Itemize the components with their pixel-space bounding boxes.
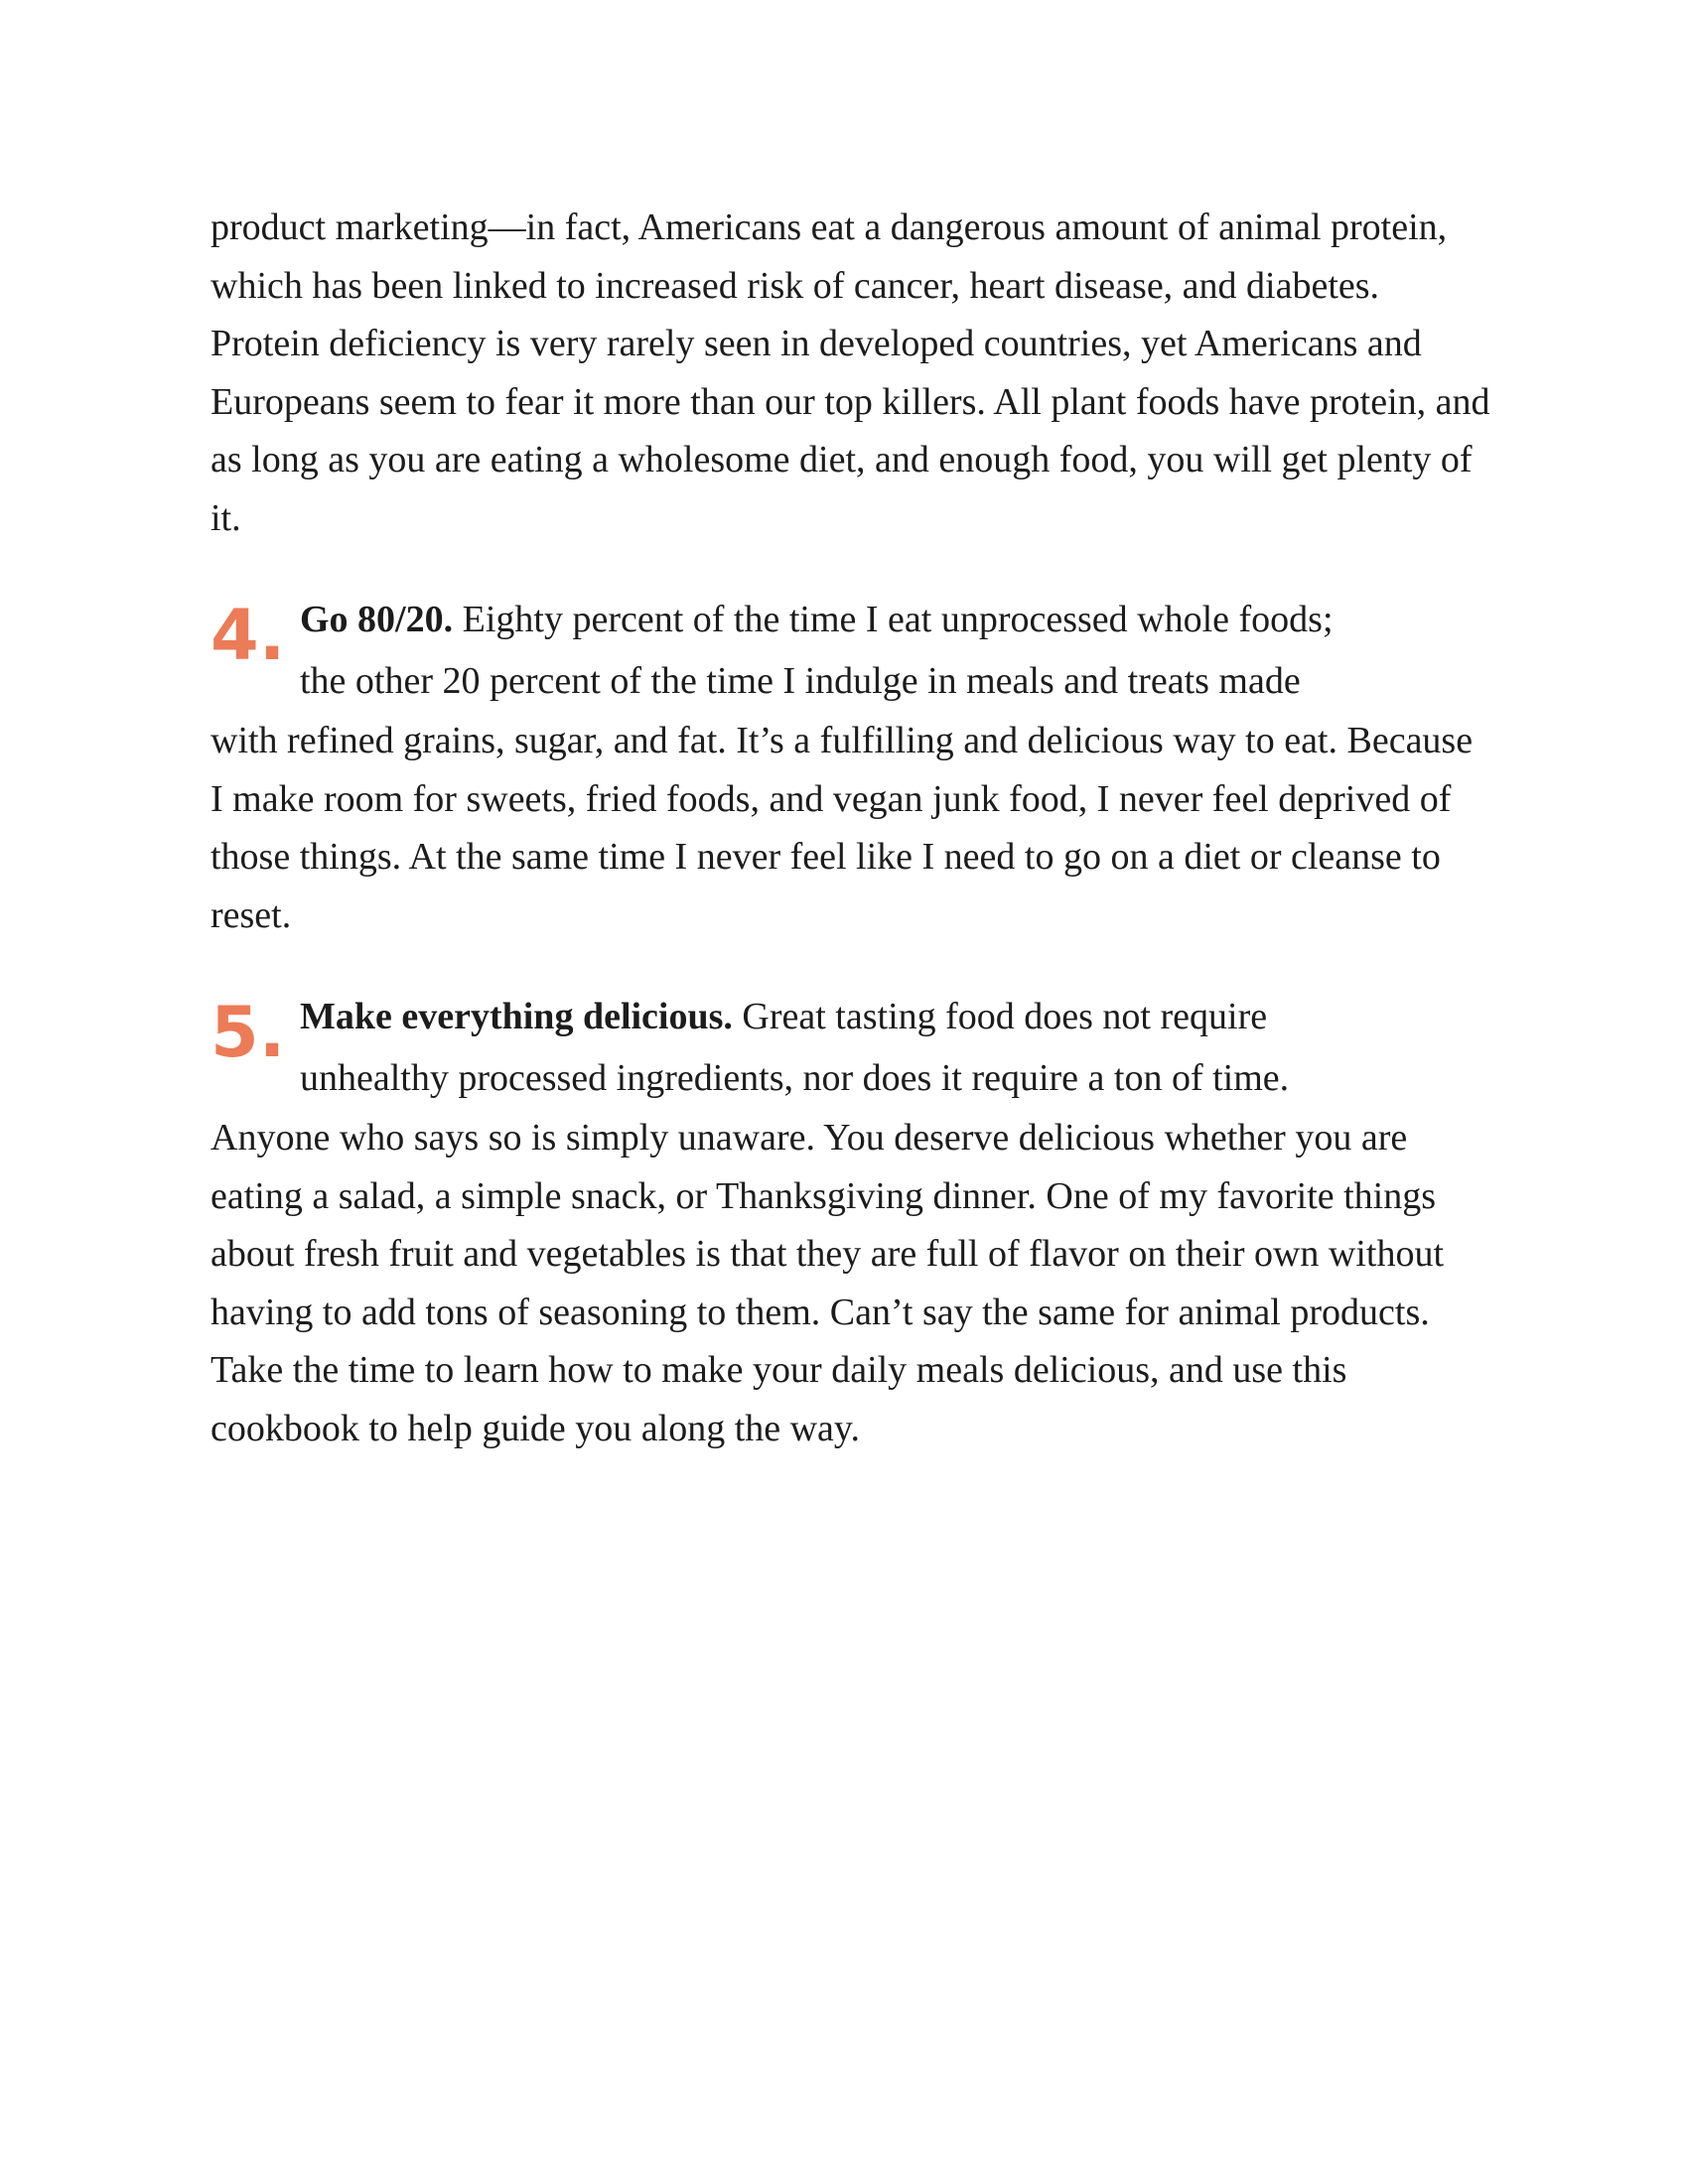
item-line-1: Eighty percent of the time I eat unprocessed whole foods; (453, 599, 1334, 640)
item-number: 5. (211, 992, 286, 1073)
list-item-4 (211, 589, 1491, 944)
intro-paragraph: product marketing—in fact, Americans eat a dangerous amount of animal protein, which has been linked to increased risk of cancer, heart disease, and diabetes. Protein deficiency is very rarely seen in developed countries, yet Americans and Europeans seem to fear it more than our top killers. All plant foods have protein, and as long as you are eating a wholesome diet, and enough food, you will get plenty of it. (211, 206, 1490, 539)
item-first-lines (211, 589, 1491, 712)
item-body: with refined grains, sugar, and fat. It’s a fulfilling and delicious way to eat. Because I make room for sweets, fried foods, and vegan junk food, I never feel deprived of those things. At the same time I never feel like I need to go on a diet or cleanse to reset. (211, 720, 1474, 936)
item-line-2: unhealthy processed ingredients, nor does it require a ton of time. (300, 1057, 1290, 1099)
page-body (211, 199, 1491, 1499)
item-line-1: Great tasting food does not require (732, 996, 1268, 1037)
item-line-2: the other 20 percent of the time I indulge in meals and treats made (300, 660, 1301, 702)
item-body: Anyone who says so is simply unaware. You deserve delicious whether you are eating a salad, a simple snack, or Thanksgiving dinner. One of my favorite things about fresh fruit and vegetables is that they are full of flavor on their own without having to add tons of seasoning to them. Can’t say the same for animal products. Take the time to learn how to make your daily meals delicious, and use this cookbook to help guide you along the way. (211, 1117, 1445, 1449)
item-number: 4. (211, 595, 286, 676)
item-lead: Make everything delicious. (300, 996, 733, 1037)
list-item-5 (211, 986, 1491, 1457)
item-first-lines (211, 986, 1491, 1109)
item-lead: Go 80/20. (300, 599, 454, 640)
